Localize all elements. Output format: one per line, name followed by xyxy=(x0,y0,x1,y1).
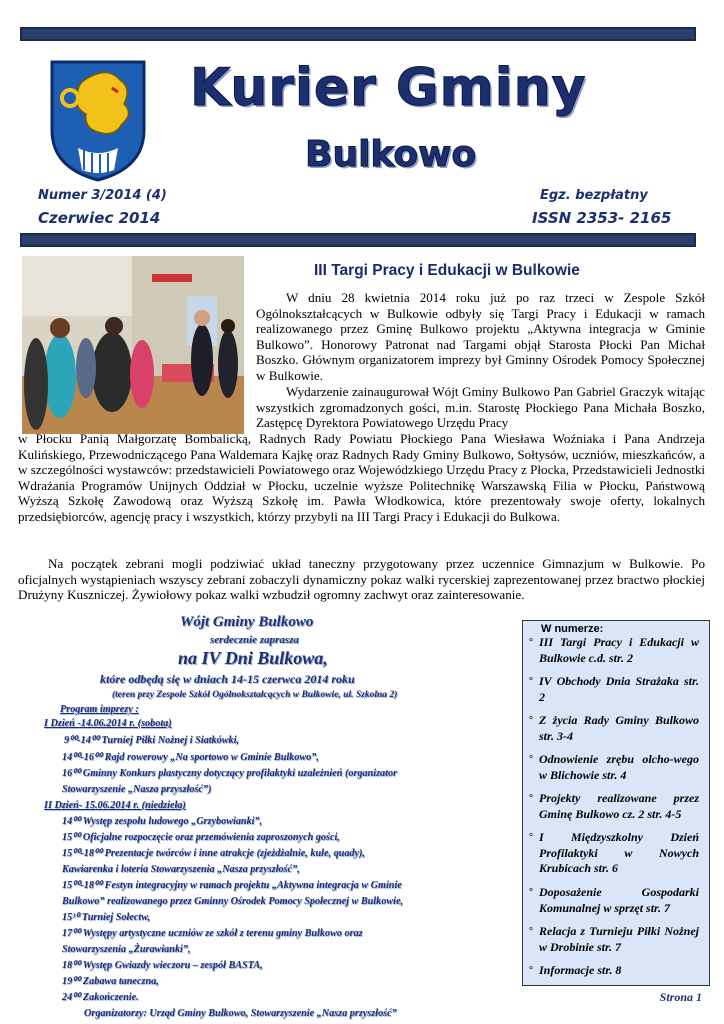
program-line: 19⁰⁰ Zabawa taneczna, xyxy=(62,976,159,987)
toc-item[interactable]: ° Odnowienie zrębu olcho-wego w Blichowie str. 4 xyxy=(529,752,699,782)
issue-date: Czerwiec 2014 xyxy=(38,209,161,227)
in-this-issue-box xyxy=(522,620,710,986)
masthead-subtitle: Bulkowo xyxy=(305,134,477,175)
article-paragraph-2b: w Płocku Panią Małgorzatę Bombalicką, Radnych Rady Powiatu Płockiego Pana Wiesława Woźniaka i Pana Andrzeja Kulińskiego, Przewodniczącego Pana Waldemara Kajkę oraz Radnych Rady Gminy Bulkowo, Sołtysów, uczniów, mieszkańców, a w szczególności wystawców: przedstawicieli Powiatowego oraz Wojewódzkiego Urzędu Pracy z Płocka, Przedstawicieli Jednostki Wdrażania Programów Unijnych Oddział w Płocku, uczelnie wyższe Politechnikę Warszawską Filia w Płocku, Państwową Wyższą Szkołę Zawodową oraz Wyższą Szkołę im. Pawła Włodkowica, które prezentowały swoje oferty, lokalnych przedsiębiorców, agencję pracy i wszystkich, którzy przybyli na III Targi Pracy i Edukacji do Bulkowa. xyxy=(18,431,706,524)
issue-number: Numer 3/2014 (4) xyxy=(38,188,167,203)
program-line: 15⁰⁰-18⁰⁰ Festyn integracyjny w ramach projektu „Aktywna integracja w Gminie xyxy=(62,880,402,891)
program-line: Stowarzyszenie „Nasza przyszłość”) xyxy=(62,784,212,795)
job-fair-photo xyxy=(22,256,244,434)
program-line: Bulkowo” realizowanego przez Gminny Ośrodek Pomocy Społecznej w Bulkowie, xyxy=(62,896,404,907)
program-line: 15³⁰ Turniej Sołectw, xyxy=(62,912,151,923)
program-line: 15⁰⁰-18⁰⁰ Prezentacje twórców i inne atrakcje (zjeżdżalnie, kule, quady), xyxy=(62,848,365,859)
in-this-issue-heading: W numerze: xyxy=(541,623,604,635)
invitation-dates: które odbędą się w dniach 14-15 czerwca 2014 roku xyxy=(100,672,355,686)
toc-item[interactable]: ° Relacja z Turnieju Piłki Nożnej w Drobinie str. 7 xyxy=(529,924,699,954)
toc-item[interactable]: ° Doposażenie Gospodarki Komunalnej w sprzęt str. 7 xyxy=(529,885,699,915)
invitation-invites: serdecznie zaprasza xyxy=(210,634,299,646)
program-day-1: I Dzień -14.06.2014 r. (sobota) xyxy=(44,718,172,729)
header-bottom-bar xyxy=(20,233,696,247)
article-paragraph-1: W dniu 28 kwietnia 2014 roku już po raz trzeci w Zespole Szkół Ogólnokształcących w Bulkowie odbyły się Targi Pracy i Edukacji w ramach realizowanego przez Gminę Bulkowo projektu „Aktywna integracja w Gminie Bulkowo”. Honorowy Patronat nad Targami objął Starosta Płocki Pan Michał Boszko. Głównym organizatorem imprezy był Gminny Ośrodek Pomocy Społecznej w Bulkowie. xyxy=(256,290,705,383)
program-line: 9⁰⁰-14⁰⁰ Turniej Piłki Nożnej i Siatkówki, xyxy=(64,735,240,746)
copy-note: Egz. bezpłatny xyxy=(540,188,648,203)
program-line: 14⁰⁰ Występ zespołu ludowego „Grzybowianki”, xyxy=(62,816,263,827)
article-paragraph-2a: Wydarzenie zainaugurował Wójt Gminy Bulkowo Pan Gabriel Graczyk witając wszystkich zgromadzonych gości, m.in. Starostę Płockiego Pana Michała Boszko, Zastępcę Dyrektora Powiatowego Urzędu Pracy xyxy=(256,384,705,431)
toc-item[interactable]: ° Z życia Rady Gminy Bulkowo str. 3-4 xyxy=(529,713,699,743)
program-label: Program imprezy : xyxy=(60,704,139,715)
toc-item[interactable]: ° I Międzyszkolny Dzień Profilaktyki w Nowych Krubicach str. 6 xyxy=(529,830,699,875)
coat-of-arms-icon xyxy=(48,58,148,183)
header-top-bar xyxy=(20,27,696,41)
program-line: Stowarzyszenia „Żurawianki”, xyxy=(62,944,191,955)
invitation-location: (teren przy Zespole Szkół Ogólnokształcących w Bulkowie, ul. Szkolna 2) xyxy=(112,690,398,700)
program-line: 15⁰⁰ Oficjalne rozpoczęcie oraz przemówienia zaproszonych gości, xyxy=(62,832,340,843)
program-line: 18⁰⁰ Występ Gwiazdy wieczoru – zespół BASTA, xyxy=(62,960,263,971)
program-line: 17⁰⁰ Występy artystyczne uczniów ze szkół z terenu gminy Bulkowo oraz xyxy=(62,928,363,939)
page-number: Strona 1 xyxy=(659,990,702,1004)
toc-item[interactable]: ° III Targi Pracy i Edukacji w Bulkowie c.d. str. 2 xyxy=(529,635,699,665)
issn: ISSN 2353- 2165 xyxy=(532,209,672,227)
program-line: Kawiarenka i loteria Stowarzyszenia „Nasza przyszłość”, xyxy=(62,864,300,875)
article-title: III Targi Pracy i Edukacji w Bulkowie xyxy=(314,262,580,279)
organizers: Organizatorzy: Urząd Gminy Bulkowo, Stowarzyszenie „Nasza przyszłość” xyxy=(84,1008,397,1019)
invitation-event: na IV Dni Bulkowa, xyxy=(178,648,328,668)
toc-item[interactable]: ° IV Obchody Dnia Strażaka str. 2 xyxy=(529,674,699,704)
program-line: 16⁰⁰ Gminny Konkurs plastyczny dotyczący profilaktyki uzależnień (organizator xyxy=(62,768,398,779)
article-paragraph-3: Na początek zebrani mogli podziwiać układ taneczny przygotowany przez uczennice Gimnazjum w Bulkowie. Po oficjalnych wystąpieniach wszyscy zebrani zobaczyli dynamiczny pokaz walki rycerskiej zaprezentowanej przez bractwo płockiej Drużyny Kuszniczej. Żywiołowy pokaz walki wzbudził ogromny zachwyt oraz zainteresowanie. xyxy=(18,556,705,603)
toc-item[interactable]: ° Informacje str. 8 xyxy=(529,963,622,977)
program-line: 14⁰⁰-16⁰⁰ Rajd rowerowy „Na sportowo w Gminie Bulkowo”, xyxy=(62,752,319,763)
masthead-title: Kurier Gminy xyxy=(190,58,587,118)
toc-item[interactable]: ° Projekty realizowane przez Gminę Bulkowo cz. 2 str. 4-5 xyxy=(529,791,699,821)
program-day-2: II Dzień- 15.06.2014 r. (niedziela) xyxy=(44,800,186,811)
invitation-host: Wójt Gminy Bulkowo xyxy=(180,614,314,630)
program-line: 24⁰⁰ Zakończenie. xyxy=(62,992,139,1003)
